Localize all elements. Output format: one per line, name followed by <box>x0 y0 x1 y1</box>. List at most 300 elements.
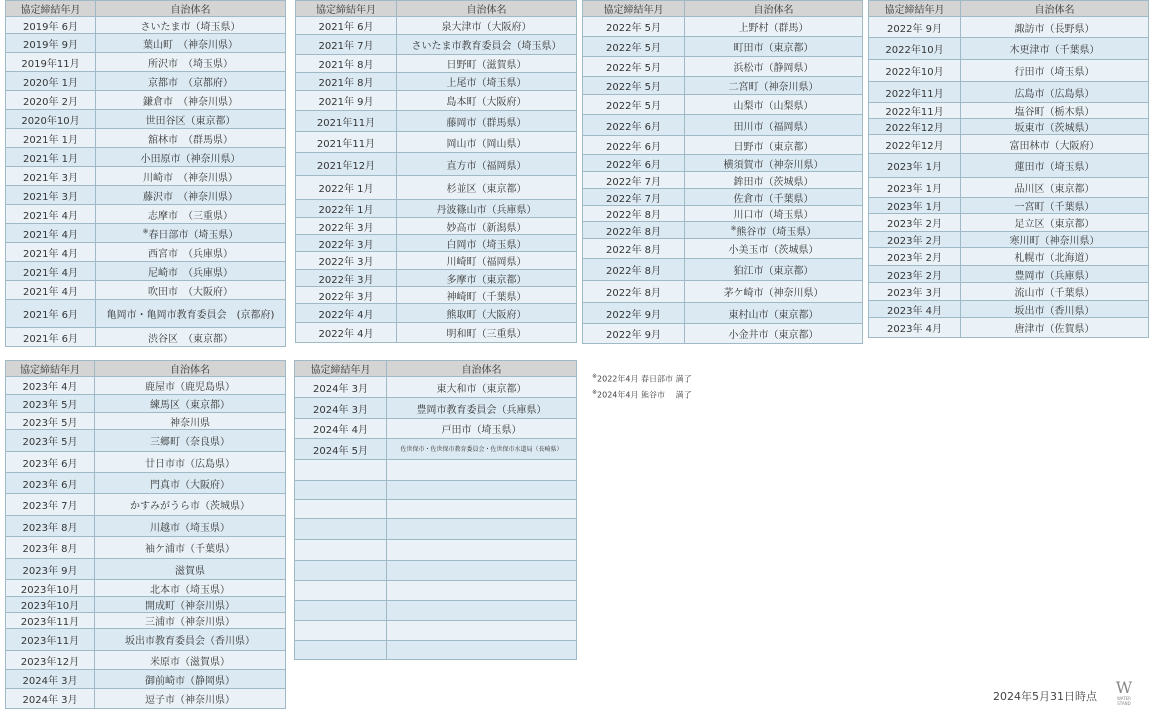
row-date: 2022年 3月 <box>296 218 397 235</box>
row-municipality <box>961 119 1149 135</box>
row-municipality <box>961 232 1149 248</box>
row-municipality <box>387 460 577 481</box>
table-row <box>296 218 577 235</box>
row-municipality <box>685 77 863 95</box>
row-municipality <box>96 129 286 148</box>
row-date: 2023年 2月 <box>869 214 961 232</box>
logo-letter: W <box>1115 678 1133 697</box>
table-row <box>296 252 577 270</box>
row-date: 2022年 5月 <box>583 17 685 37</box>
row-municipality <box>96 91 286 110</box>
row-municipality <box>95 613 286 629</box>
row-date: 2022年 6月 <box>583 155 685 172</box>
row-name: 三浦市（神奈川県） <box>145 617 235 628</box>
row-date <box>295 519 387 540</box>
row-name: 川口市（埼玉県） <box>733 210 814 221</box>
row-name: 藤沢市 （神奈川県） <box>143 191 238 203</box>
row-name: 山梨市（山梨県） <box>733 101 814 112</box>
row-name: 富田林市（大阪府） <box>1009 140 1100 152</box>
row-name: 妙高市（新潟県） <box>446 222 527 234</box>
row-municipality <box>96 243 286 262</box>
table-row <box>296 323 577 343</box>
row-date: 2022年 8月 <box>583 281 685 303</box>
row-name: 泉大津市（大阪府） <box>441 22 532 33</box>
footnote-2 <box>592 389 692 401</box>
row-date: 2022年10月 <box>869 38 961 60</box>
row-municipality <box>96 17 286 34</box>
table-row <box>295 481 577 500</box>
row-municipality <box>95 516 286 537</box>
row-municipality <box>685 259 863 281</box>
row-name: かすみがうら市（茨城県） <box>130 501 250 512</box>
row-name: 直方市（福岡県） <box>446 160 527 172</box>
row-date: 2019年 6月 <box>6 17 96 34</box>
agreement-table-5 <box>5 360 286 709</box>
row-name: 袖ケ浦市（千葉県） <box>145 544 235 555</box>
row-date: 2021年 6月 <box>296 17 397 35</box>
row-name: 多摩市（東京都） <box>446 274 527 286</box>
row-name: 川越市（埼玉県） <box>150 522 230 534</box>
row-name: 一宮町（千葉県） <box>1014 202 1095 213</box>
agreement-table-2 <box>295 0 577 343</box>
table-row <box>296 270 577 287</box>
table-row <box>6 537 286 559</box>
row-date: 2022年12月 <box>869 135 961 154</box>
header-date: 協定締結年月 <box>296 1 397 17</box>
row-date: 2023年 1月 <box>869 154 961 178</box>
row-municipality <box>96 224 286 243</box>
table-row <box>869 283 1149 301</box>
table-row <box>295 460 577 481</box>
row-municipality <box>397 252 577 270</box>
row-name: 亀岡市・亀岡市教育委員会 (京都府) <box>106 310 275 321</box>
row-name: 茅ケ崎市（神奈川県） <box>723 288 824 299</box>
table-row <box>295 500 577 519</box>
row-name: 白岡市（埼玉県） <box>446 239 527 251</box>
row-date: 2019年11月 <box>6 53 96 72</box>
row-date: 2021年 4月 <box>6 224 96 243</box>
row-date: 2023年 6月 <box>6 473 95 494</box>
row-municipality <box>961 154 1149 178</box>
row-municipality <box>397 35 577 55</box>
row-date: 2021年11月 <box>296 132 397 153</box>
table-row <box>6 224 286 243</box>
table-row <box>6 689 286 709</box>
table-row <box>6 651 286 670</box>
row-name: 小田原市（神奈川県） <box>140 153 241 165</box>
row-name: 坂出市教育委員会（香川県） <box>125 636 255 647</box>
table-header-row <box>296 1 577 17</box>
table-row <box>6 281 286 300</box>
row-municipality <box>961 301 1149 318</box>
row-municipality <box>685 303 863 324</box>
table-row <box>295 419 577 439</box>
row-name: 川崎市 （神奈川県） <box>143 172 238 184</box>
row-date: 2021年 6月 <box>6 300 96 328</box>
row-name: 米原市（滋賀県） <box>150 656 230 668</box>
row-date: 2022年 4月 <box>296 323 397 343</box>
row-name: 廿日市市（広島県） <box>145 458 235 470</box>
row-date <box>295 500 387 519</box>
row-date: 2021年 6月 <box>6 328 96 347</box>
table-row <box>583 222 863 239</box>
row-municipality <box>397 17 577 35</box>
table-row <box>6 300 286 328</box>
row-date: 2022年 3月 <box>296 270 397 287</box>
table-row <box>6 186 286 205</box>
row-municipality <box>387 519 577 540</box>
row-date: 2023年 4月 <box>6 377 95 395</box>
row-date: 2022年 9月 <box>583 303 685 324</box>
table-row <box>6 243 286 262</box>
table-row <box>6 129 286 148</box>
row-municipality <box>95 377 286 395</box>
row-date: 2021年 4月 <box>6 262 96 281</box>
row-name: 小美玉市（茨城県） <box>728 245 819 256</box>
row-name: 町田市（東京都） <box>733 43 814 54</box>
table-row <box>869 82 1149 103</box>
row-date: 2022年 6月 <box>583 115 685 136</box>
table-row <box>583 259 863 281</box>
row-municipality <box>397 55 577 73</box>
row-date: 2022年 3月 <box>296 252 397 270</box>
row-date: 2022年 9月 <box>583 324 685 344</box>
row-municipality <box>961 103 1149 119</box>
row-municipality <box>961 283 1149 301</box>
row-date: 2021年 3月 <box>6 167 96 186</box>
row-municipality <box>96 110 286 129</box>
table-row <box>869 154 1149 178</box>
row-municipality <box>685 172 863 189</box>
row-municipality <box>387 398 577 419</box>
row-date <box>295 581 387 601</box>
row-municipality <box>961 178 1149 198</box>
note-mark: ※ <box>592 373 598 380</box>
row-municipality <box>961 135 1149 154</box>
row-municipality <box>96 53 286 72</box>
table-header-row <box>583 1 863 17</box>
row-municipality <box>95 559 286 580</box>
table-header-row <box>869 1 1149 17</box>
table-row <box>295 519 577 540</box>
row-name: 川崎町（福岡県） <box>446 257 527 268</box>
row-date: 2023年 8月 <box>6 516 95 537</box>
table-row <box>296 55 577 73</box>
agreement-table-1 <box>5 0 286 347</box>
row-date: 2022年 3月 <box>296 287 397 304</box>
row-date: 2024年 3月 <box>295 398 387 419</box>
row-date: 2024年 5月 <box>295 439 387 460</box>
row-municipality <box>387 641 577 660</box>
table-header-row <box>6 361 286 377</box>
row-municipality <box>95 494 286 516</box>
footnote-1 <box>592 373 692 385</box>
row-municipality <box>685 206 863 222</box>
table-row <box>6 34 286 53</box>
row-name: 鹿屋市（鹿児島県） <box>145 382 235 393</box>
row-date: 2022年12月 <box>869 119 961 135</box>
row-municipality <box>397 111 577 132</box>
table-row <box>296 235 577 252</box>
row-date: 2020年 1月 <box>6 72 96 91</box>
row-date: 2023年 4月 <box>869 301 961 318</box>
row-date <box>295 561 387 581</box>
row-name: 足立区（東京都） <box>1014 219 1095 230</box>
table-row <box>6 629 286 651</box>
table-row <box>6 377 286 395</box>
table-row <box>583 239 863 259</box>
table-row <box>6 148 286 167</box>
row-name: 葉山町 （神奈川県） <box>143 39 238 51</box>
row-municipality <box>95 413 286 430</box>
table-row <box>6 110 286 129</box>
row-date <box>295 621 387 641</box>
table-row <box>295 601 577 621</box>
row-date: 2022年 8月 <box>583 259 685 281</box>
table-row <box>296 176 577 200</box>
row-date: 2023年 3月 <box>869 283 961 301</box>
table-row <box>869 103 1149 119</box>
row-name: 二宮町（神奈川県） <box>728 82 819 93</box>
row-name: 開成町（神奈川県） <box>145 601 235 612</box>
row-name: 行田市（埼玉県） <box>1014 67 1095 78</box>
row-name: 佐世保市・佐世保市教育委員会・佐世保市水道局（長崎県） <box>400 445 563 453</box>
row-date: 2023年 2月 <box>869 232 961 248</box>
row-date: 2023年11月 <box>6 629 95 651</box>
row-date: 2023年 5月 <box>6 395 95 413</box>
row-date: 2021年 3月 <box>6 186 96 205</box>
table-row <box>583 37 863 57</box>
row-mark: ※ <box>142 227 149 236</box>
row-municipality <box>685 115 863 136</box>
row-municipality <box>95 651 286 670</box>
row-name: 東大和市（東京都） <box>436 383 527 395</box>
row-name: 舘林市 （群馬県） <box>148 134 233 146</box>
row-date: 2022年 7月 <box>583 189 685 206</box>
row-municipality <box>397 176 577 200</box>
table-row <box>296 132 577 153</box>
row-date: 2022年 4月 <box>296 304 397 323</box>
row-name: 鉾田市（茨城県） <box>733 176 814 188</box>
row-name: 諏訪市（長野県） <box>1014 23 1095 35</box>
row-date: 2022年 8月 <box>583 222 685 239</box>
table-row <box>583 303 863 324</box>
row-name: 所沢市 （埼玉県） <box>148 58 233 70</box>
row-date: 2022年 5月 <box>583 57 685 77</box>
row-date: 2022年 5月 <box>583 95 685 115</box>
row-municipality <box>387 621 577 641</box>
row-name: 京都市 （京都府） <box>148 77 233 89</box>
row-name: 滋賀県 <box>175 565 205 577</box>
row-municipality <box>961 214 1149 232</box>
table-row <box>295 641 577 660</box>
table-header-row <box>295 361 577 377</box>
row-name: 逗子市（神奈川県） <box>145 695 235 706</box>
row-name: 神奈川県 <box>170 417 210 429</box>
row-mark: ※ <box>730 224 737 233</box>
row-date: 2023年 1月 <box>869 178 961 198</box>
row-name: 品川区（東京都） <box>1014 184 1095 195</box>
row-name: 西宮市 （兵庫県） <box>148 248 233 260</box>
row-name: 浜松市（静岡県） <box>733 63 814 74</box>
row-date: 2021年 1月 <box>6 129 96 148</box>
table-row <box>583 115 863 136</box>
table-row <box>6 53 286 72</box>
row-municipality <box>961 60 1149 82</box>
table-row <box>6 494 286 516</box>
row-name: 北本市（埼玉県） <box>150 584 230 596</box>
table-row <box>869 135 1149 154</box>
row-name: 島本町（大阪府） <box>446 97 527 108</box>
row-date <box>295 641 387 660</box>
row-municipality <box>387 481 577 500</box>
table-row <box>869 198 1149 214</box>
row-date: 2021年 4月 <box>6 281 96 300</box>
row-date: 2024年 3月 <box>6 689 95 709</box>
table-row <box>6 559 286 580</box>
row-name: 渋谷区 （東京都） <box>148 333 233 345</box>
row-municipality <box>397 323 577 343</box>
table-row <box>583 324 863 344</box>
row-name: 吹田市 （大阪府） <box>148 286 233 298</box>
row-municipality <box>95 537 286 559</box>
row-municipality <box>95 452 286 473</box>
row-municipality <box>387 377 577 398</box>
row-name: さいたま市教育委員会（埼玉県） <box>411 41 562 52</box>
row-municipality <box>685 95 863 115</box>
table-row <box>583 77 863 95</box>
header-date: 協定締結年月 <box>6 361 95 377</box>
row-municipality <box>96 205 286 224</box>
table-row <box>869 60 1149 82</box>
table-row <box>6 17 286 34</box>
row-name: 鎌倉市 （神奈川県） <box>143 96 238 108</box>
table-row <box>869 318 1149 338</box>
table-row <box>869 17 1149 38</box>
row-name: 田川市（福岡県） <box>733 121 814 133</box>
row-municipality <box>397 304 577 323</box>
row-date: 2023年 2月 <box>869 266 961 283</box>
table-row <box>296 111 577 132</box>
table-row <box>869 232 1149 248</box>
row-date: 2023年 9月 <box>6 559 95 580</box>
table-row <box>869 119 1149 135</box>
row-name: 世田谷区（東京都） <box>145 115 236 127</box>
row-date: 2021年12月 <box>296 153 397 176</box>
table-row <box>583 95 863 115</box>
row-date: 2023年 1月 <box>869 198 961 214</box>
table-row <box>6 473 286 494</box>
row-municipality <box>95 597 286 613</box>
header-date: 協定締結年月 <box>869 1 961 17</box>
row-date: 2022年 5月 <box>583 77 685 95</box>
row-municipality <box>685 324 863 344</box>
table-row <box>583 281 863 303</box>
table-row <box>6 395 286 413</box>
table-header-row <box>6 1 286 17</box>
header-date: 協定締結年月 <box>583 1 685 17</box>
row-municipality <box>387 419 577 439</box>
row-municipality <box>961 17 1149 38</box>
row-name: 唐津市（佐賀県） <box>1014 324 1095 335</box>
row-name: 佐倉市（千葉県） <box>733 193 814 205</box>
row-name: 日野市（東京都） <box>733 141 814 153</box>
note-text: 2022年4月 春日部市 満了 <box>597 374 692 384</box>
row-date: 2021年 7月 <box>296 35 397 55</box>
row-municipality <box>397 270 577 287</box>
row-municipality <box>387 540 577 561</box>
row-municipality <box>397 73 577 91</box>
row-municipality <box>96 72 286 91</box>
table-row <box>6 613 286 629</box>
row-date: 2023年 6月 <box>6 452 95 473</box>
row-date: 2022年 9月 <box>869 17 961 38</box>
row-date: 2024年 4月 <box>295 419 387 439</box>
row-date: 2023年11月 <box>6 613 95 629</box>
header-date: 協定締結年月 <box>6 1 96 17</box>
note-mark: ※ <box>592 389 598 396</box>
row-date: 2019年 9月 <box>6 34 96 53</box>
row-date: 2022年11月 <box>869 103 961 119</box>
row-date: 2023年10月 <box>6 597 95 613</box>
row-municipality <box>96 34 286 53</box>
row-name: 狛江市（東京都） <box>733 266 814 277</box>
row-date: 2023年 4月 <box>869 318 961 338</box>
table-row <box>583 206 863 222</box>
row-municipality <box>685 281 863 303</box>
row-name: 日野町（滋賀県） <box>446 60 527 71</box>
row-name: 尼崎市 （兵庫県） <box>148 267 233 279</box>
row-municipality <box>387 601 577 621</box>
row-name: 豊岡市教育委員会（兵庫県） <box>416 404 547 416</box>
row-municipality <box>961 82 1149 103</box>
row-name: 門真市（大阪府） <box>150 479 230 491</box>
row-municipality <box>961 198 1149 214</box>
row-date: 2023年 5月 <box>6 413 95 430</box>
header-date: 協定締結年月 <box>295 361 387 377</box>
row-date: 2022年 3月 <box>296 235 397 252</box>
row-date: 2022年 7月 <box>583 172 685 189</box>
header-name: 自治体名 <box>685 1 863 17</box>
table-row <box>296 91 577 111</box>
row-name: 広島市（広島県） <box>1014 88 1095 100</box>
row-municipality <box>685 136 863 155</box>
table-row <box>583 57 863 77</box>
table-row <box>6 452 286 473</box>
table-row <box>6 413 286 430</box>
row-municipality <box>95 580 286 597</box>
row-date: 2021年 1月 <box>6 148 96 167</box>
row-municipality <box>96 148 286 167</box>
table-row <box>583 17 863 37</box>
row-municipality <box>95 430 286 452</box>
table-row <box>296 200 577 218</box>
row-date: 2021年11月 <box>296 111 397 132</box>
header-name: 自治体名 <box>96 1 286 17</box>
row-municipality <box>961 248 1149 266</box>
row-name: 御前崎市（静岡県） <box>145 675 235 687</box>
row-name: 横須賀市（神奈川県） <box>723 159 824 171</box>
row-name: 三郷町（奈良県） <box>150 437 230 448</box>
table-row <box>296 153 577 176</box>
row-municipality <box>95 670 286 689</box>
table-row <box>295 377 577 398</box>
table-row <box>6 670 286 689</box>
row-municipality <box>685 222 863 239</box>
row-municipality <box>397 153 577 176</box>
row-name: 神崎町（千葉県） <box>446 291 527 303</box>
note-text: 2024年4月 熊谷市 満了 <box>597 390 692 400</box>
